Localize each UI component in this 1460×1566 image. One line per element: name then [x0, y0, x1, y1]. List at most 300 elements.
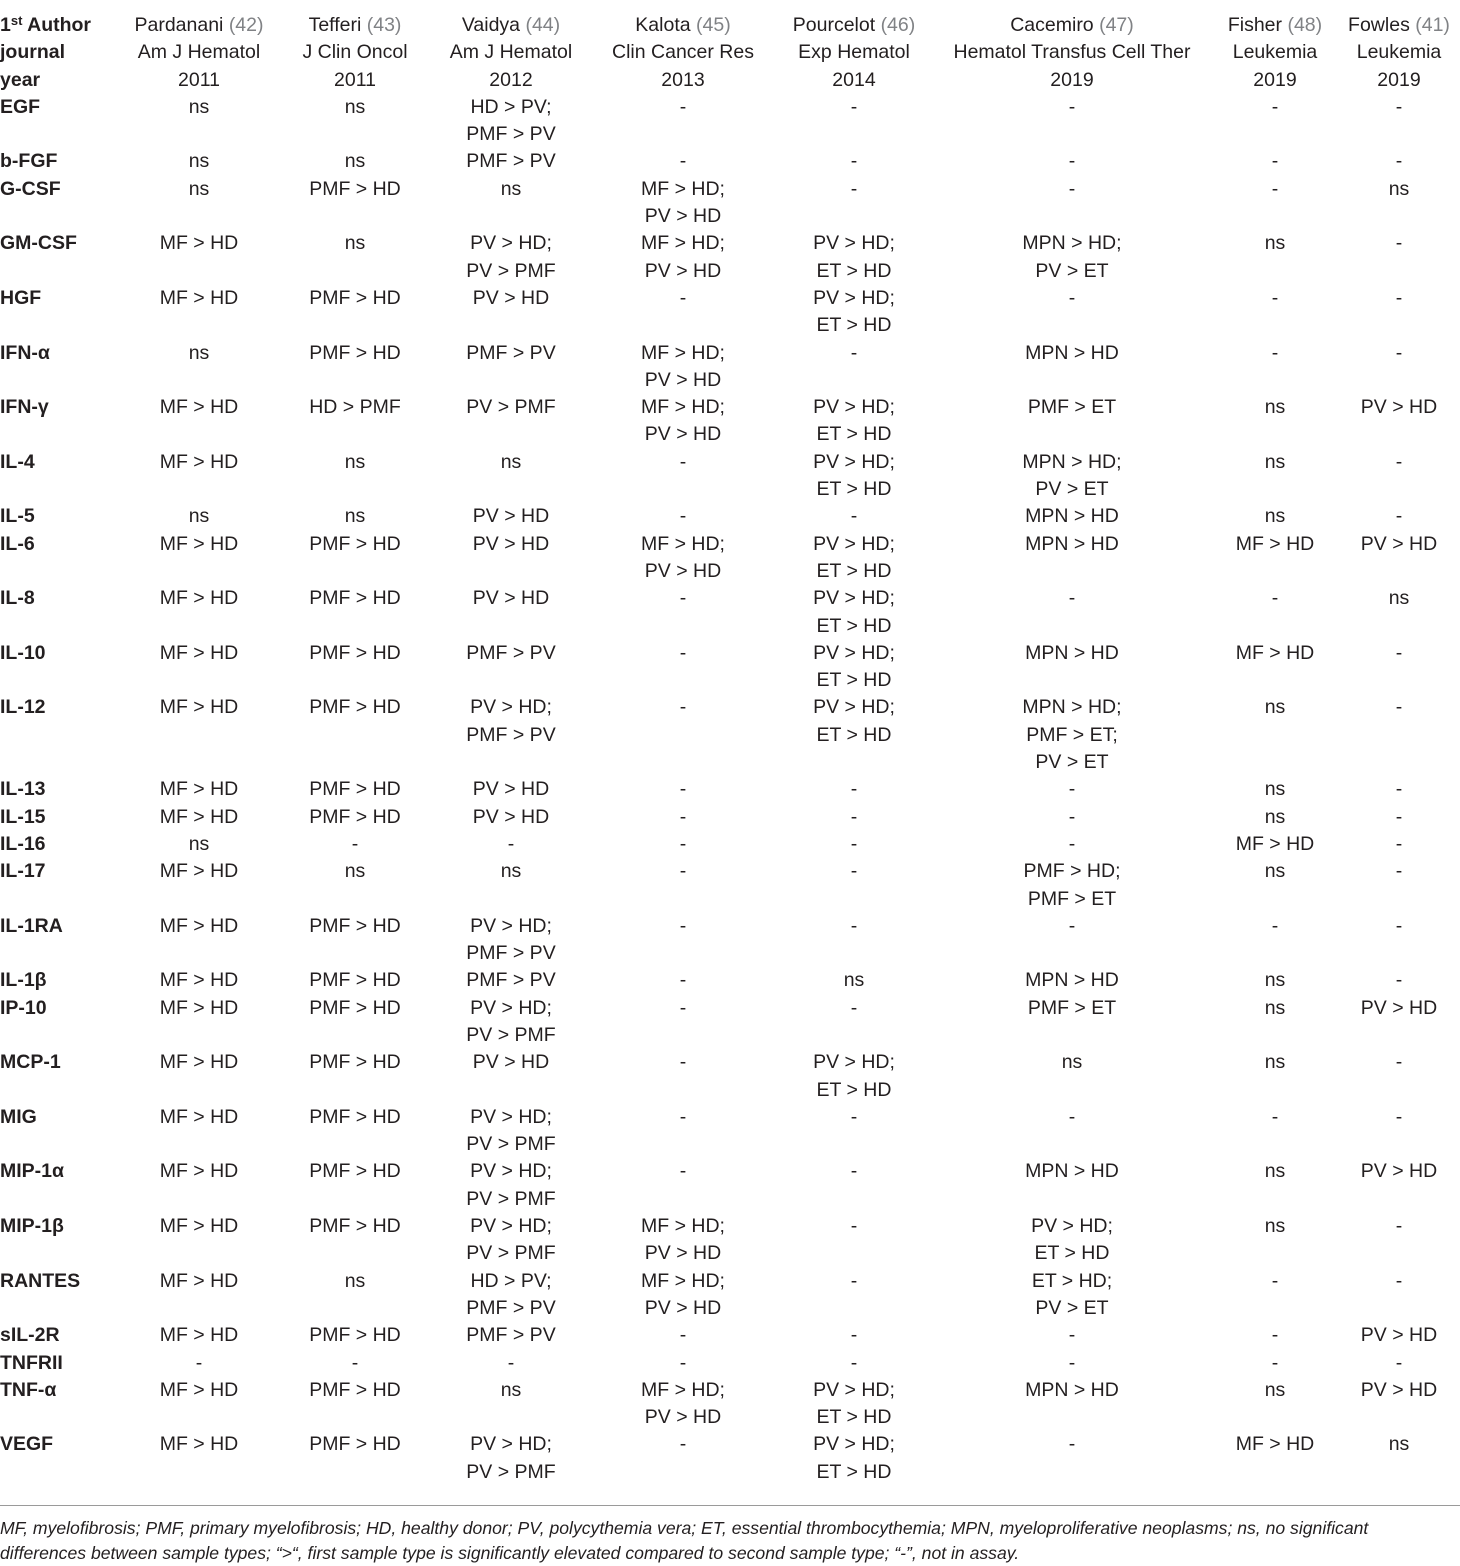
result-line: MF > HD: [159, 860, 239, 883]
result-line: -: [1271, 1105, 1279, 1128]
result-cell: [278, 230, 432, 285]
study-author-cell: [432, 12, 590, 39]
result-cell: [932, 230, 1212, 285]
result-cell: [776, 1322, 932, 1349]
result-cell: [776, 585, 932, 640]
result-cell: [1212, 804, 1338, 831]
result-line: ns: [1264, 232, 1286, 255]
study-reference: (44): [525, 14, 561, 36]
cytokine-label: IL-8: [0, 587, 35, 610]
result-line: -: [679, 505, 687, 528]
result-cell: [278, 694, 432, 776]
result-line: PV > HD;: [813, 1051, 895, 1074]
result-cell: [932, 585, 1212, 640]
result-line: -: [1395, 1215, 1403, 1238]
result-cell: [776, 394, 932, 449]
table-row: [0, 804, 1460, 831]
result-line: PMF > HD: [309, 805, 401, 828]
result-cell: [432, 804, 590, 831]
result-line: PMF > HD: [309, 1051, 401, 1074]
table-row: [0, 1104, 1460, 1159]
result-line: ns: [1264, 505, 1286, 528]
result-line: -: [850, 1351, 858, 1374]
result-line: ns: [1264, 450, 1286, 473]
result-line: PV > HD: [1360, 532, 1438, 555]
study-year: 2014: [832, 68, 876, 91]
result-line: ns: [188, 150, 210, 173]
study-author: Cacemiro: [1010, 14, 1094, 36]
result-cell: [1338, 94, 1460, 149]
result-cell: [120, 503, 278, 530]
result-cell: [932, 640, 1212, 695]
result-line: PV > HD;: [470, 1433, 552, 1456]
result-line: -: [679, 996, 687, 1019]
result-line: -: [679, 641, 687, 664]
result-cell: [432, 858, 590, 913]
result-line: MF > HD;: [641, 232, 725, 255]
result-cell: [120, 1213, 278, 1268]
result-cell: [432, 1377, 590, 1432]
result-line: -: [1395, 286, 1403, 309]
result-cell: [278, 995, 432, 1050]
result-cell: [776, 640, 932, 695]
table-row: [0, 503, 1460, 530]
result-line: ET > HD: [816, 559, 892, 582]
result-cell: [590, 340, 776, 395]
study-reference: (42): [228, 14, 264, 36]
result-line: ns: [344, 505, 366, 528]
result-cell: [120, 285, 278, 340]
result-line: MF > HD: [159, 778, 239, 801]
result-line: -: [679, 969, 687, 992]
result-line: PV > HD;: [813, 641, 895, 664]
result-line: PV > HD;: [470, 696, 552, 719]
result-cell: [1338, 1049, 1460, 1104]
result-cell: [432, 1322, 590, 1349]
result-cell: [432, 503, 590, 530]
result-line: PV > HD;: [813, 450, 895, 473]
study-reference: (48): [1287, 14, 1323, 36]
result-cell: [590, 1377, 776, 1432]
result-line: -: [679, 450, 687, 473]
result-cell: [932, 394, 1212, 449]
result-line: -: [679, 286, 687, 309]
table-header: [0, 12, 1460, 94]
author-label: 1st Author: [0, 13, 92, 36]
result-line: MF > HD: [159, 1269, 239, 1292]
result-cell: [432, 694, 590, 776]
cytokine-study-table: [0, 12, 1460, 1486]
result-line: ns: [1264, 969, 1286, 992]
result-line: PMF > ET: [1027, 996, 1117, 1019]
result-line: PV > HD: [644, 559, 722, 582]
result-line: MPN > HD: [1025, 969, 1119, 992]
result-cell: [590, 148, 776, 175]
result-cell: [932, 1268, 1212, 1323]
result-line: MF > HD: [159, 805, 239, 828]
table-row: [0, 640, 1460, 695]
result-line: ns: [1264, 860, 1286, 883]
result-cell: [278, 1049, 432, 1104]
result-cell: [120, 230, 278, 285]
result-cell: [1212, 831, 1338, 858]
study-year: 2019: [1253, 68, 1297, 91]
result-line: PV > HD: [644, 259, 722, 282]
result-line: ET > HD: [816, 614, 892, 637]
table-row: [0, 831, 1460, 858]
result-line: -: [1068, 778, 1076, 801]
cytokine-label: IL-1β: [0, 969, 47, 992]
result-line: ET > HD: [816, 1406, 892, 1429]
result-line: ns: [500, 450, 522, 473]
author-row: [0, 12, 1460, 39]
journal-label: journal: [0, 41, 66, 64]
result-line: -: [1068, 914, 1076, 937]
result-cell: [590, 1268, 776, 1323]
study-author-cell: [1338, 12, 1460, 39]
result-cell: [776, 967, 932, 994]
result-line: ns: [1264, 805, 1286, 828]
table-row: [0, 176, 1460, 231]
result-cell: [932, 1104, 1212, 1159]
result-line: -: [679, 860, 687, 883]
result-line: MF > HD: [159, 286, 239, 309]
result-line: ns: [1264, 1215, 1286, 1238]
table-row: [0, 995, 1460, 1050]
result-line: -: [1068, 286, 1076, 309]
result-cell: [120, 1350, 278, 1377]
result-line: PMF > HD: [309, 286, 401, 309]
result-cell: [776, 148, 932, 175]
result-cell: [776, 776, 932, 803]
cytokine-label: MCP-1: [0, 1051, 61, 1074]
study-author-cell: [120, 12, 278, 39]
study-year: 2019: [1377, 68, 1421, 91]
result-line: PMF > HD: [309, 969, 401, 992]
result-cell: [278, 176, 432, 231]
result-cell: [120, 776, 278, 803]
result-line: ET > HD: [816, 259, 892, 282]
result-cell: [120, 1431, 278, 1486]
result-line: PV > HD: [472, 286, 550, 309]
cytokine-label: IFN-γ: [0, 396, 49, 419]
result-line: PV > PMF: [466, 1460, 556, 1483]
result-cell: [1212, 585, 1338, 640]
table-row: [0, 1268, 1460, 1323]
study-author: Pourcelot: [792, 14, 876, 36]
result-line: PV > HD: [1360, 996, 1438, 1019]
result-line: ns: [188, 341, 210, 364]
result-line: PV > ET: [1035, 751, 1109, 774]
result-line: -: [1068, 587, 1076, 610]
result-line: PV > HD;: [470, 996, 552, 1019]
result-cell: [278, 1268, 432, 1323]
result-line: -: [1271, 1351, 1279, 1374]
result-cell: [776, 340, 932, 395]
result-cell: [1212, 449, 1338, 504]
result-cell: [1212, 94, 1338, 149]
table-row: [0, 340, 1460, 395]
result-cell: [278, 285, 432, 340]
result-line: -: [1068, 805, 1076, 828]
study-author: Tefferi: [308, 14, 362, 36]
result-line: PV > HD: [644, 205, 722, 228]
result-cell: [278, 503, 432, 530]
result-cell: [590, 1158, 776, 1213]
cytokine-label: IL-6: [0, 532, 35, 555]
table-body: [0, 94, 1460, 1486]
result-cell: [278, 858, 432, 913]
result-cell: [1338, 804, 1460, 831]
result-line: PV > HD;: [470, 1105, 552, 1128]
result-line: PV > HD;: [813, 1378, 895, 1401]
footnote-line: differences between sample types; “>“, first sample type is significantly elevated compared to second sample type; “-”, not in assay.: [0, 1543, 1020, 1563]
result-line: -: [679, 1351, 687, 1374]
result-cell: [932, 1377, 1212, 1432]
result-line: MPN > HD: [1025, 505, 1119, 528]
result-cell: [1338, 1268, 1460, 1323]
result-line: PMF > PV: [466, 341, 556, 364]
result-line: MF > HD;: [641, 1215, 725, 1238]
result-line: PV > HD: [644, 368, 722, 391]
result-line: MF > HD: [159, 396, 239, 419]
result-cell: [432, 285, 590, 340]
result-cell: [590, 858, 776, 913]
result-line: HD > PMF: [309, 396, 401, 419]
result-line: PV > HD;: [813, 286, 895, 309]
table-row: [0, 449, 1460, 504]
result-line: -: [1395, 805, 1403, 828]
result-line: PV > HD;: [813, 1433, 895, 1456]
cytokine-label: EGF: [0, 95, 41, 118]
result-line: -: [850, 1215, 858, 1238]
result-cell: [278, 804, 432, 831]
result-cell: [590, 640, 776, 695]
study-year: 2012: [489, 68, 533, 91]
result-line: MF > HD: [159, 1105, 239, 1128]
result-cell: [120, 1158, 278, 1213]
result-cell: [590, 967, 776, 994]
cytokine-label: RANTES: [0, 1269, 81, 1292]
result-line: ns: [188, 177, 210, 200]
result-cell: [278, 1431, 432, 1486]
study-author-cell: [932, 12, 1212, 39]
result-cell: [590, 804, 776, 831]
study-journal: Leukemia: [1232, 41, 1318, 64]
result-cell: [120, 1104, 278, 1159]
result-line: -: [850, 996, 858, 1019]
result-line: PV > ET: [1035, 1296, 1109, 1319]
result-line: MF > HD: [159, 532, 239, 555]
result-line: MPN > HD: [1025, 1160, 1119, 1183]
result-cell: [432, 340, 590, 395]
result-cell: [432, 1104, 590, 1159]
result-cell: [278, 1104, 432, 1159]
result-cell: [776, 449, 932, 504]
result-line: PV > HD;: [813, 587, 895, 610]
result-line: ET > HD: [816, 423, 892, 446]
result-cell: [120, 449, 278, 504]
table-row: [0, 694, 1460, 776]
result-cell: [432, 394, 590, 449]
result-line: PV > HD: [1360, 1160, 1438, 1183]
result-cell: [120, 1268, 278, 1323]
result-line: PV > ET: [1035, 259, 1109, 282]
result-line: HD > PV;: [470, 95, 552, 118]
result-line: -: [1271, 341, 1279, 364]
result-line: PMF > HD: [309, 914, 401, 937]
result-line: MPN > HD: [1025, 532, 1119, 555]
result-cell: [120, 148, 278, 175]
result-line: PMF > HD: [309, 1160, 401, 1183]
table-row: [0, 1377, 1460, 1432]
result-cell: [278, 640, 432, 695]
result-cell: [1212, 285, 1338, 340]
result-line: PMF > PV: [466, 123, 556, 146]
result-line: PMF > HD: [309, 177, 401, 200]
study-author: Fisher: [1227, 14, 1283, 36]
result-line: -: [1271, 150, 1279, 173]
result-line: PV > HD: [472, 532, 550, 555]
result-cell: [278, 967, 432, 994]
result-line: PMF > HD: [309, 996, 401, 1019]
result-line: -: [1395, 832, 1403, 855]
study-author: Kalota: [635, 14, 691, 36]
result-line: -: [1271, 1269, 1279, 1292]
result-cell: [432, 449, 590, 504]
result-line: MPN > HD: [1025, 341, 1119, 364]
result-cell: [1338, 1350, 1460, 1377]
cytokine-label: MIP-1β: [0, 1215, 64, 1238]
result-line: ns: [1264, 1160, 1286, 1183]
result-cell: [278, 776, 432, 803]
result-cell: [590, 285, 776, 340]
result-cell: [120, 913, 278, 968]
result-cell: [432, 1431, 590, 1486]
result-line: PV > PMF: [466, 1242, 556, 1265]
result-line: MF > HD: [159, 969, 239, 992]
result-line: PMF > HD;: [1023, 860, 1121, 883]
result-cell: [776, 1377, 932, 1432]
result-line: -: [1395, 914, 1403, 937]
result-cell: [432, 1049, 590, 1104]
result-cell: [1212, 1377, 1338, 1432]
table-row: [0, 1350, 1460, 1377]
result-line: -: [679, 832, 687, 855]
result-line: -: [850, 95, 858, 118]
table-row: [0, 967, 1460, 994]
result-line: PMF > HD: [309, 696, 401, 719]
result-line: ET > HD: [1034, 1242, 1110, 1265]
result-line: PV > HD: [472, 1051, 550, 1074]
result-line: -: [507, 1351, 515, 1374]
result-line: ET > HD: [816, 1078, 892, 1101]
result-cell: [776, 230, 932, 285]
result-line: -: [850, 150, 858, 173]
result-line: MF > HD: [159, 1215, 239, 1238]
result-line: -: [507, 832, 515, 855]
result-line: ns: [1061, 1051, 1083, 1074]
result-line: PV > HD: [644, 1242, 722, 1265]
result-line: ns: [843, 969, 865, 992]
result-cell: [432, 831, 590, 858]
result-line: -: [850, 177, 858, 200]
table-row: [0, 913, 1460, 968]
result-cell: [120, 1049, 278, 1104]
result-line: MF > HD: [159, 450, 239, 473]
study-author-cell: [1212, 12, 1338, 39]
result-cell: [120, 967, 278, 994]
result-cell: [932, 1322, 1212, 1349]
result-line: -: [1395, 778, 1403, 801]
table-row: [0, 1049, 1460, 1104]
result-cell: [776, 913, 932, 968]
result-line: PV > HD;: [813, 232, 895, 255]
cytokine-label: IL-17: [0, 860, 46, 883]
result-cell: [1212, 394, 1338, 449]
result-line: ns: [500, 1378, 522, 1401]
result-line: -: [1395, 341, 1403, 364]
result-line: PV > HD;: [470, 914, 552, 937]
result-line: MF > HD;: [641, 1378, 725, 1401]
result-cell: [120, 858, 278, 913]
study-reference: (41): [1415, 14, 1450, 36]
result-cell: [120, 995, 278, 1050]
cytokine-label: b-FGF: [0, 150, 58, 173]
result-line: PMF > PV: [466, 1296, 556, 1319]
result-line: -: [679, 587, 687, 610]
result-cell: [1338, 858, 1460, 913]
result-line: PMF > HD: [309, 1433, 401, 1456]
cytokine-label: sIL-2R: [0, 1324, 60, 1347]
result-cell: [278, 394, 432, 449]
result-cell: [278, 531, 432, 586]
result-line: ns: [188, 95, 210, 118]
result-line: -: [850, 505, 858, 528]
result-line: -: [1395, 1105, 1403, 1128]
result-line: ET > HD: [816, 314, 892, 337]
result-cell: [1338, 913, 1460, 968]
result-line: -: [1395, 860, 1403, 883]
result-line: PMF > PV: [466, 942, 556, 965]
study-journal: Clin Cancer Res: [612, 41, 754, 64]
result-cell: [1212, 1431, 1338, 1486]
result-line: MPN > HD: [1025, 1378, 1119, 1401]
result-cell: [1338, 449, 1460, 504]
result-line: PMF > ET: [1027, 887, 1117, 910]
cytokine-label: IL-10: [0, 641, 46, 664]
result-line: MF > HD: [1235, 1433, 1315, 1456]
table-row: [0, 531, 1460, 586]
result-line: -: [1068, 150, 1076, 173]
result-line: -: [1068, 832, 1076, 855]
study-journal: Am J Hematol: [137, 41, 261, 64]
result-line: MF > HD: [1235, 832, 1315, 855]
result-line: PMF > HD: [309, 778, 401, 801]
result-cell: [1338, 1431, 1460, 1486]
result-cell: [1212, 1049, 1338, 1104]
result-line: PV > ET: [1035, 478, 1109, 501]
result-cell: [120, 394, 278, 449]
result-line: PMF > HD: [309, 1324, 401, 1347]
result-cell: [278, 585, 432, 640]
result-cell: [432, 967, 590, 994]
result-cell: [776, 1158, 932, 1213]
result-line: PV > PMF: [466, 1187, 556, 1210]
result-cell: [776, 995, 932, 1050]
result-line: ns: [344, 450, 366, 473]
table-row: [0, 858, 1460, 913]
